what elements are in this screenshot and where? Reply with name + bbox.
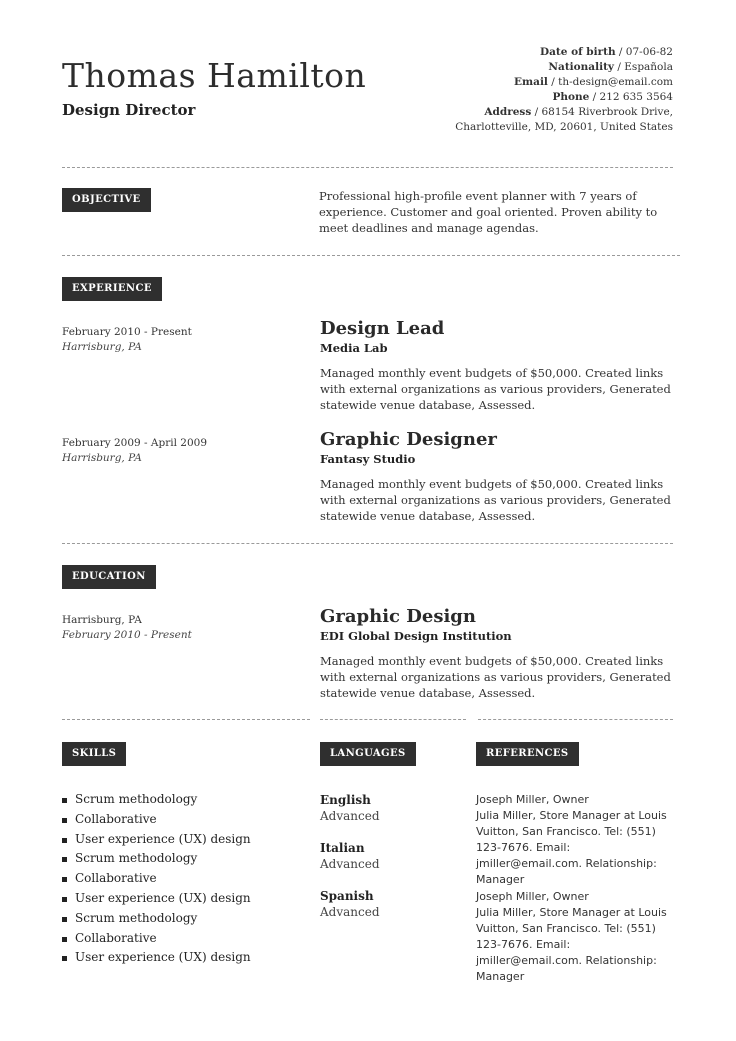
skills-tag: SKILLS <box>62 742 126 766</box>
job-location: Harrisburg, PA <box>62 452 142 464</box>
skill-item: Scrum methodology <box>62 790 251 810</box>
job-company: Fantasy Studio <box>320 452 416 466</box>
education-title: Graphic Design <box>320 606 476 627</box>
phone-value: / 212 635 3564 <box>589 91 673 103</box>
nationality-label: Nationality <box>548 61 615 73</box>
divider <box>478 719 673 720</box>
divider <box>62 255 680 256</box>
divider <box>320 719 466 720</box>
job-title: Graphic Designer <box>320 429 497 450</box>
objective-text: Professional high-profile event planner with 7 years of experience. Customer and goal oriented. Proven ability to meet deadlines and manage agendas. <box>319 189 658 235</box>
skill-item: Collaborative <box>62 869 251 889</box>
skills-list <box>62 790 251 968</box>
job-date: February 2009 - April 2009 <box>62 437 208 449</box>
language-level: Advanced <box>320 857 380 871</box>
divider <box>62 719 310 720</box>
skill-item: Scrum methodology <box>62 849 251 869</box>
address-label: Address <box>484 106 532 118</box>
references-tag: REFERENCES <box>476 742 579 766</box>
job-title: Design Lead <box>320 318 445 339</box>
language-entry <box>320 792 380 824</box>
email-value[interactable]: / th-design@email.com <box>547 76 673 88</box>
divider <box>62 167 673 168</box>
email-label: Email <box>514 76 548 88</box>
candidate-title: Design Director <box>62 101 196 119</box>
language-name: Italian <box>320 841 365 855</box>
address-line1: / 68154 Riverbrook Drive, <box>531 106 673 118</box>
address-line2: Charlotteville, MD, 20601, United States <box>455 121 673 133</box>
experience-tag: EXPERIENCE <box>62 277 162 301</box>
dob-value: / 07-06-82 <box>615 46 673 58</box>
languages-tag: LANGUAGES <box>320 742 416 766</box>
job-company: Media Lab <box>320 341 388 355</box>
phone-label: Phone <box>552 91 590 103</box>
language-name: English <box>320 793 371 807</box>
skill-item: Scrum methodology <box>62 909 251 929</box>
education-location: Harrisburg, PA <box>62 614 142 626</box>
reference-entry: Joseph Miller, Owner Julia Miller, Store Manager at Louis Vuitton, San Francisco. Tel: (551) 123-7676. Email: jmiller@email.com. Relationship: Manager <box>476 793 667 886</box>
skill-item: User experience (UX) design <box>62 830 251 850</box>
divider <box>62 543 673 544</box>
job-location: Harrisburg, PA <box>62 341 142 353</box>
language-entry <box>320 888 380 920</box>
language-level: Advanced <box>320 809 380 823</box>
skill-item: User experience (UX) design <box>62 889 251 909</box>
candidate-name: Thomas Hamilton <box>62 56 367 95</box>
job-date: February 2010 - Present <box>62 326 192 338</box>
education-description: Managed monthly event budgets of $50,000. Created links with external organizations as various providers, Generated statewide venue database, Assessed. <box>320 654 671 700</box>
dob-label: Date of birth <box>539 46 616 58</box>
language-entry <box>320 840 380 872</box>
skill-item: User experience (UX) design <box>62 948 251 968</box>
education-date: February 2010 - Present <box>62 629 192 641</box>
reference-entry: Joseph Miller, Owner Julia Miller, Store Manager at Louis Vuitton, San Francisco. Tel: (551) 123-7676. Email: jmiller@email.com. Relationship: Manager <box>476 890 667 983</box>
objective-tag: OBJECTIVE <box>62 188 151 212</box>
job-description: Managed monthly event budgets of $50,000. Created links with external organizations as various providers, Generated statewide venue database, Assessed. <box>320 477 671 523</box>
nationality-value: / Española <box>614 61 673 73</box>
education-tag: EDUCATION <box>62 565 156 589</box>
skill-item: Collaborative <box>62 810 251 830</box>
language-name: Spanish <box>320 889 374 903</box>
job-description: Managed monthly event budgets of $50,000. Created links with external organizations as various providers, Generated statewide venue database, Assessed. <box>320 366 671 412</box>
skill-item: Collaborative <box>62 929 251 949</box>
contact-block <box>455 45 673 135</box>
language-level: Advanced <box>320 905 380 919</box>
education-school: EDI Global Design Institution <box>320 629 512 643</box>
